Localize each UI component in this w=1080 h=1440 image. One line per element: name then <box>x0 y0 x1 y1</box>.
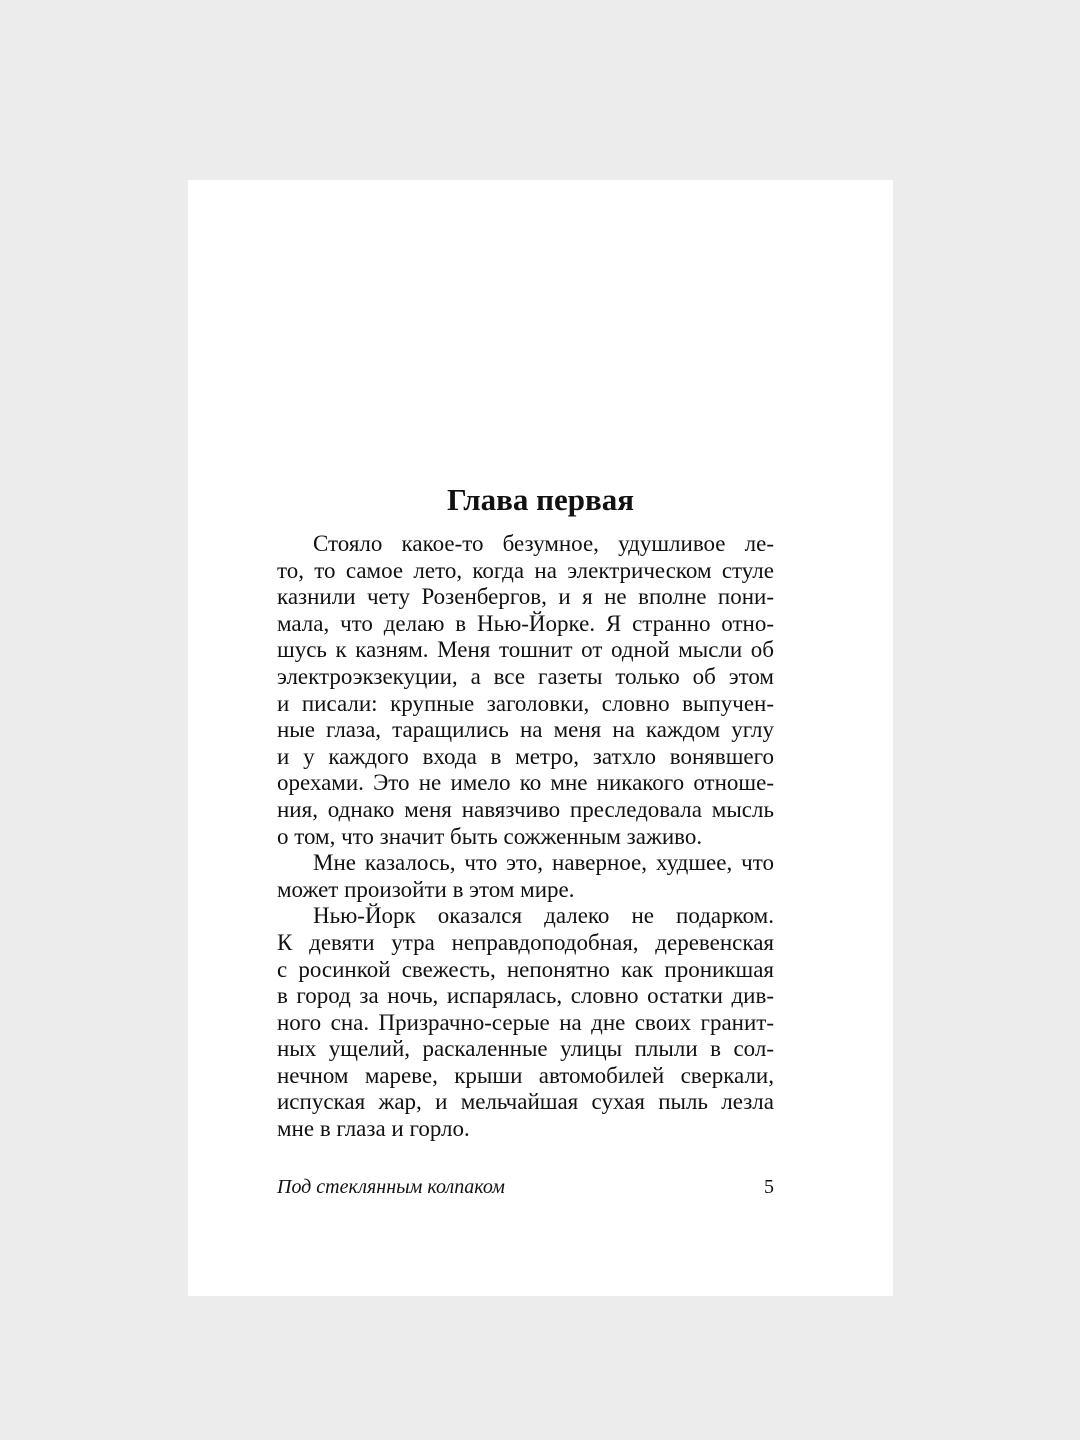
text-line: ния, однако меня навязчиво преследовала мысль <box>277 796 774 822</box>
chapter-title: Глава первая <box>447 482 634 517</box>
page-number: 5 <box>764 1176 774 1198</box>
text-line: мне в глаза и горло. <box>277 1116 470 1142</box>
text-line: с росинкой свежесть, непонятно как проникшая <box>277 956 774 982</box>
text-line: о том, что значит быть сожженным заживо. <box>277 823 703 849</box>
text-line: может произойти в этом мире. <box>277 876 575 902</box>
text-line: Стояло какое-то безумное, удушливое ле- <box>313 531 774 556</box>
book-page <box>188 180 893 1296</box>
running-footer-title: Под стеклянным колпаком <box>277 1176 505 1198</box>
text-line: орехами. Это не имело ко мне никакого отноше- <box>277 770 774 796</box>
text-line: шусь к казням. Меня тошнит от одной мысли об <box>277 637 774 663</box>
text-line: ных ущелий, раскаленные улицы плыли в сол- <box>277 1036 774 1062</box>
text-line: то, то самое лето, когда на электрическом стуле <box>277 557 774 583</box>
body-text <box>277 531 774 1143</box>
text-line: ного сна. Призрачно-серые на дне своих гранит- <box>277 1009 774 1035</box>
text-line: К девяти утра неправдоподобная, деревенская <box>277 929 774 955</box>
text-line: мала, что делаю в Нью-Йорке. Я странно отно- <box>277 610 774 636</box>
text-line: и у каждого входа в метро, затхло вонявшего <box>277 743 774 769</box>
text-line: нечном мареве, крыши автомобилей сверкали, <box>277 1062 774 1088</box>
text-line: ные глаза, таращились на меня на каждом углу <box>277 717 774 743</box>
text-line: в город за ночь, испарялась, словно остатки див- <box>277 983 774 1009</box>
text-line: и писали: крупные заголовки, словно выпучен- <box>277 690 774 716</box>
text-line: казнили чету Розенбергов, и я не вполне пони- <box>277 584 774 610</box>
text-line: электроэкзекуции, а все газеты только об этом <box>277 663 774 689</box>
text-line: Мне казалось, что это, наверное, худшее, что <box>313 850 774 876</box>
text-line: испуская жар, и мельчайшая сухая пыль лезла <box>277 1089 774 1115</box>
text-line: Нью-Йорк оказался далеко не подарком. <box>313 903 774 929</box>
